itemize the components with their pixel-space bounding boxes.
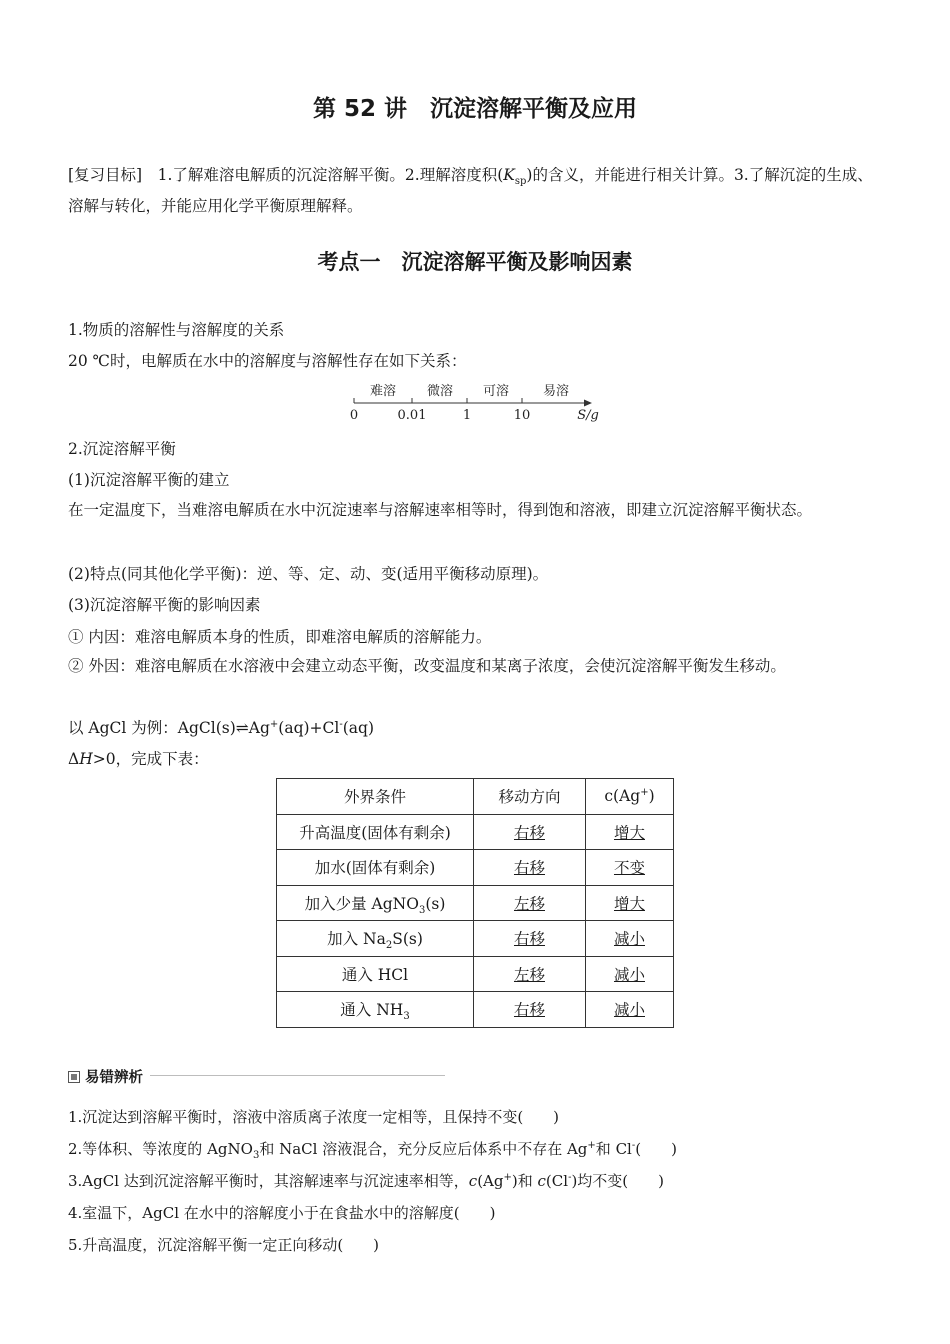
answer-c-ag: 增大: [613, 823, 645, 842]
table-row: [277, 992, 674, 1028]
answer-c-ag: 减小: [613, 965, 645, 984]
table-row: [277, 956, 674, 992]
cell-c-ag: [586, 850, 674, 886]
header-divider: [150, 1075, 445, 1076]
answer-direction: 右移: [513, 823, 545, 842]
scale-tick-label-1: 0.01: [397, 408, 427, 423]
square-icon: [68, 1071, 80, 1083]
review-goals: [68, 160, 882, 222]
answer-direction: 右移: [513, 859, 545, 878]
answer-c-ag: 增大: [613, 894, 645, 913]
cell-condition: 通入 HCl: [277, 956, 474, 992]
table-row: [277, 850, 674, 886]
answer-c-ag: 减小: [613, 930, 645, 949]
cell-direction: [474, 814, 586, 850]
cell-c-ag: [586, 921, 674, 957]
delta-symbol: Δ: [68, 750, 80, 768]
cell-condition: 加水(固体有剩余): [277, 850, 474, 886]
eq-cl-sup: -: [339, 718, 343, 730]
eq-ag-sup: +: [269, 718, 279, 730]
scale-cat-nanrong: 难溶: [369, 384, 397, 399]
cell-condition: 加入少量 AgNO$_3$(s): [277, 885, 474, 921]
ksp-sub: sp: [514, 176, 527, 188]
delta-h-line: [68, 747, 209, 769]
p2-1-heading: (1)沉淀溶解平衡的建立: [68, 471, 230, 489]
error-item: 5.升高温度，沉淀溶解平衡一定正向移动( ): [68, 1236, 380, 1254]
scale-tick-label-2: 1: [462, 408, 472, 423]
eq-ag: Ag: [248, 719, 270, 737]
p2-2-text: (2)特点(同其他化学平衡)：逆、等、定、动、变(适用平衡移动原理)。: [68, 565, 549, 583]
conditions-table: [276, 778, 674, 1028]
scale-tick-label-0: 0: [349, 408, 359, 423]
table-row: [277, 921, 674, 957]
table-row: [277, 814, 674, 850]
ksp-k: K: [503, 166, 515, 184]
eq-arrow: ⇌: [235, 719, 249, 737]
error-item: 4.室温下，AgCl 在水中的溶解度小于在食盐水中的溶解度( ): [68, 1204, 496, 1222]
cell-c-ag: [586, 814, 674, 850]
review-text-a: 1.了解难溶电解质的沉淀溶解平衡。2.理解溶度积(: [142, 166, 504, 184]
p2-3-heading: (3)沉淀溶解平衡的影响因素: [68, 596, 261, 614]
review-text-b: )的含义，并能进行相关计算。3.了解沉淀的生成、溶解与转化，并能应用化学平衡原理解释。: [68, 166, 873, 215]
scale-cat-yirong: 易溶: [542, 384, 570, 399]
p2-3-outer: ② 外因：难溶电解质在水溶液中会建立动态平衡，改变温度和某离子浓度，会使沉淀溶解平衡发生移动。: [68, 657, 786, 675]
answer-direction: 右移: [513, 930, 545, 949]
cell-direction: [474, 921, 586, 957]
error-item: 1.沉淀达到溶解平衡时，溶液中溶质离子浓度一定相等，且保持不变( ): [68, 1108, 560, 1126]
p1-heading: 1.物质的溶解性与溶解度的关系: [68, 321, 285, 339]
answer-c-ag: 不变: [613, 859, 645, 878]
page-title: 第 52 讲 沉淀溶解平衡及应用: [312, 96, 638, 122]
cell-condition: 通入 $NH_3$: [277, 992, 474, 1028]
table-row: [277, 885, 674, 921]
scale-cat-kerong: 可溶: [482, 384, 510, 399]
p1-text: 20 ℃时，电解质在水中的溶解度与溶解性存在如下关系：: [68, 352, 467, 370]
table-header-row: [277, 779, 674, 815]
scale-cat-weirong: 微溶: [426, 384, 454, 399]
eq-mid: (aq)+Cl: [278, 719, 340, 737]
answer-c-ag: 减小: [613, 1001, 645, 1020]
scale-axis-arrow: [584, 400, 592, 407]
cell-c-ag: [586, 992, 674, 1028]
header-c-ag: c(Ag+): [586, 779, 674, 815]
p2-3-inner: ① 内因：难溶电解质本身的性质，即难溶电解质的溶解能力。: [68, 628, 492, 646]
p2-1-text: 在一定温度下，当难溶电解质在水中沉淀速率与溶解速率相等时，得到饱和溶液，即建立沉淀溶解平衡状态。: [68, 501, 813, 519]
error-analysis-header: [68, 1066, 143, 1087]
error-item: 3.AgCl 达到沉淀溶解平衡时，其溶解速率与沉淀速率相等，c(Ag+)和 c(Cl-)均不变( ): [68, 1172, 665, 1190]
answer-direction: 左移: [513, 965, 545, 984]
header-condition: 外界条件: [277, 779, 474, 815]
cell-direction: [474, 885, 586, 921]
solubility-scale: [340, 378, 610, 426]
answer-direction: 左移: [513, 894, 545, 913]
header-direction: 移动方向: [474, 779, 586, 815]
scale-axis-label: S/g: [577, 408, 599, 423]
error-item: 2.等体积、等浓度的 AgNO$_3$和 NaCl 溶液混合，充分反应后体系中不存在 Ag+和 Cl-( ): [68, 1140, 677, 1161]
section-title: 考点一 沉淀溶解平衡及影响因素: [317, 250, 633, 274]
cell-direction: [474, 850, 586, 886]
eq-prefix: 以 AgCl 为例：AgCl(s): [68, 719, 236, 737]
example-equation: [68, 716, 374, 738]
cell-condition: 升高温度(固体有剩余): [277, 814, 474, 850]
eq-suffix: (aq): [342, 719, 375, 737]
cell-direction: [474, 956, 586, 992]
p2-heading: 2.沉淀溶解平衡: [68, 440, 176, 458]
delta-h-rest: >0，完成下表：: [92, 750, 209, 768]
scale-tick-label-3: 10: [513, 408, 531, 423]
answer-direction: 右移: [513, 1001, 545, 1020]
cell-c-ag: [586, 956, 674, 992]
error-analysis-title: 易错辨析: [85, 1070, 143, 1086]
cell-condition: 加入 $Na_2S(s)$: [277, 921, 474, 957]
review-label: [复习目标]: [68, 166, 143, 184]
cell-c-ag: [586, 885, 674, 921]
cell-direction: [474, 992, 586, 1028]
h-symbol: H: [79, 750, 93, 768]
